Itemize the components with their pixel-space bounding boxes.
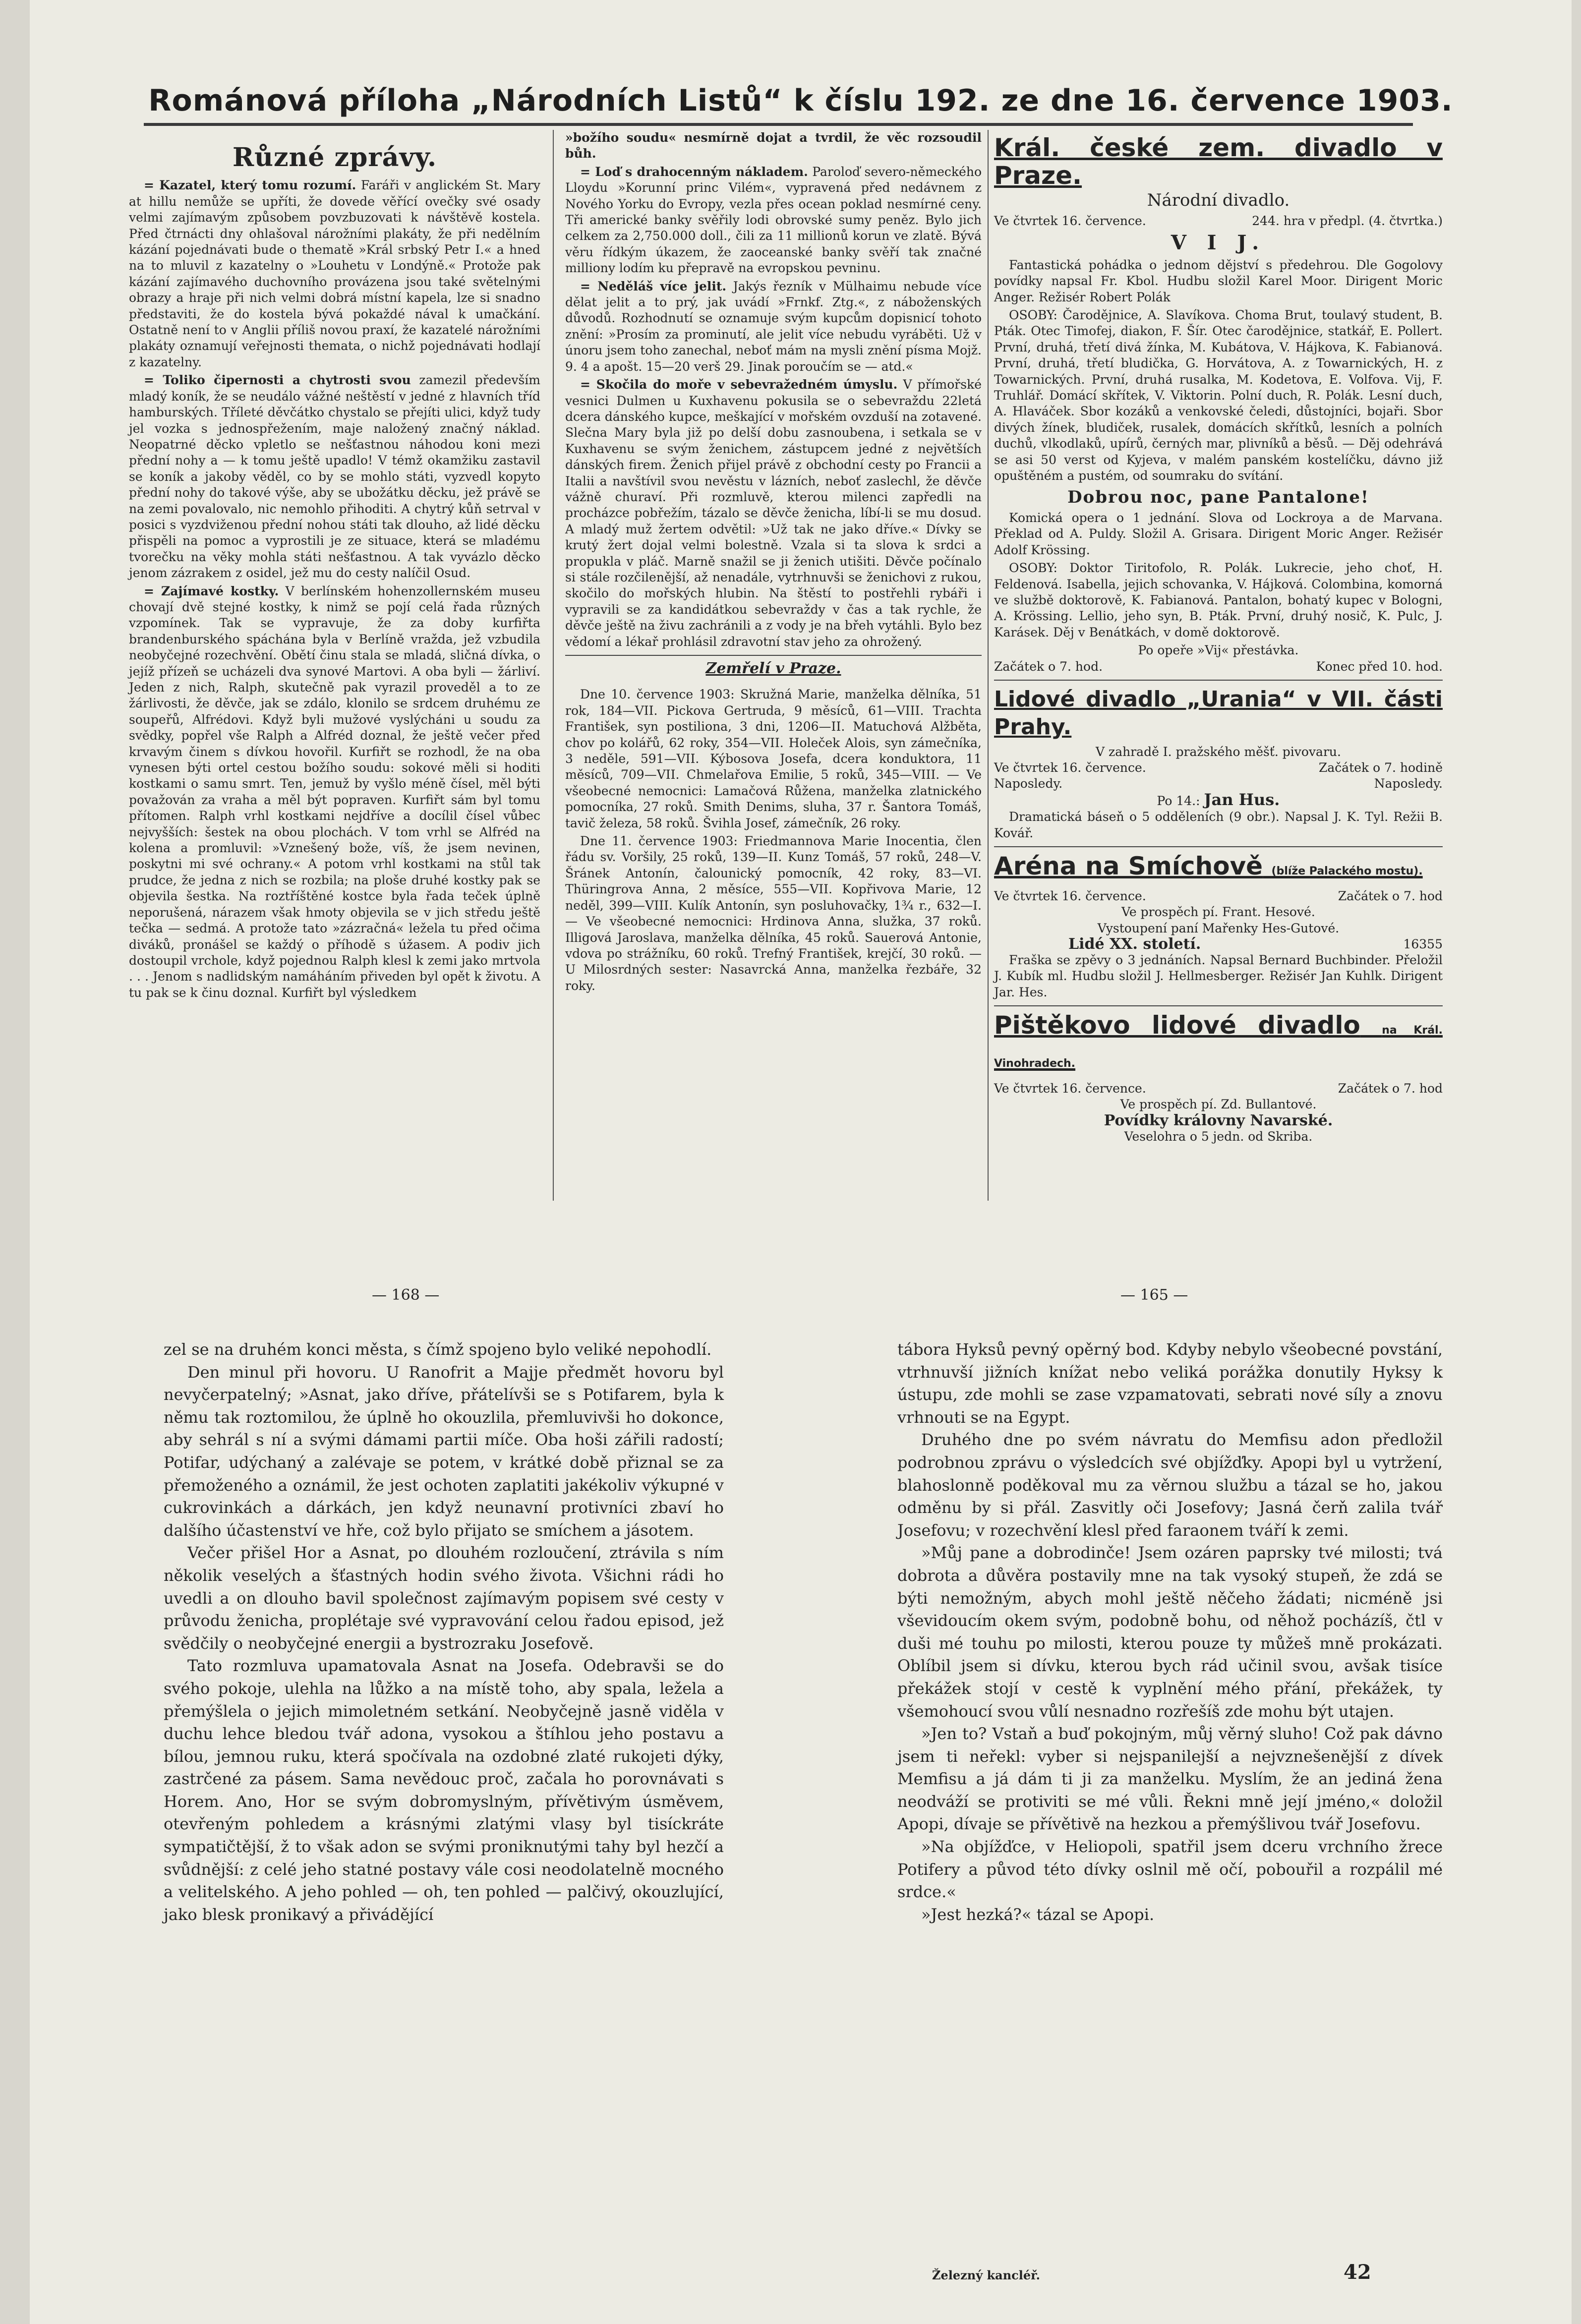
theatre-title-arena: Aréna na Smíchově (blíže Palackého mostu). bbox=[994, 852, 1423, 881]
story-paragraph: Den minul při hovoru. U Ranofrit a Majje předmět hovoru byl nevyčerpatelný; »Asnat, jako dříve, přátelívši se s Potifarem, byla k němu tak roztomilou, že úplně ho okouzlila, přemluvivši ho dokonce, aby sehrál s ní a svými dámami partii míče. Oba hoši zářili radostí; Potifar, udýchaný a zalévaje se potem, v krátké době přiznal se za přemoženého a oznámil, že jest ochoten zaplatiti jakékoliv výkupné v cukrovinkách a dárkách, jen když neunavní protivníci zbaví ho dalšího účastenství ve hře, což bylo přijato se smíchem a jásotem. bbox=[164, 1362, 724, 1540]
play-description: Fantastická pohádka o jednom dějství s předehrou. Dle Gogolovy povídky napsal Fr. Kbol. Hudbu složil Karel Moor. Dirigent Moric Anger. Režisér Robert Polák bbox=[994, 257, 1443, 304]
theatre-column bbox=[994, 130, 1443, 1211]
play-description: Fraška se zpěvy o 3 jednáních. Napsal Bernard Buchbinder. Přeložil J. Kubík ml. Hudbu složil J. Hellmesberger. Režisér Jan Kuhlk. Dirigent Jar. Hes. bbox=[994, 953, 1443, 999]
theatre-date-row: Ve čtvrtek 16. července. Začátek o 7. hod bbox=[994, 1081, 1443, 1096]
play-description: Dramatická báseň o 5 odděleních (9 obr.). Napsal J. K. Tyl. Režii B. Kovář. bbox=[994, 810, 1443, 840]
play-description: Veselohra o 5 jedn. od Skriba. bbox=[1124, 1129, 1313, 1144]
benefit-line: Ve prospěch pí. Zd. Bullantové. bbox=[1120, 1097, 1317, 1112]
play-title-2: Dobrou noc, pane Pantalone! bbox=[1067, 487, 1369, 507]
theatre-title-pistek: Pištěkovo lidové divadlo na Král. Vinohradech. bbox=[994, 1011, 1443, 1070]
publisher-footer: Železný kancléř. bbox=[932, 2268, 1040, 2282]
page-number-left: — 168 — bbox=[372, 1286, 440, 1304]
newspaper-page bbox=[30, 0, 1572, 2324]
deaths-title: Zemřelí v Praze. bbox=[705, 660, 841, 677]
story-paragraph: »Na objížďce, v Heliopoli, spatřil jsem dceru vrchního žrece Potifery a původ této dívky oslnil mě očí, pobouřil a rozpálil mé srdce.« bbox=[897, 1837, 1443, 1902]
top-rule bbox=[144, 123, 1413, 126]
divider bbox=[994, 1005, 1443, 1006]
story-paragraph: Tato rozmluva upamatovala Asnat na Josefa. Odebravši se do svého pokoje, ulehla na lůžko a na místě toho, aby spala, ležela a přemýšlela o jejich mimoletném setkání. Neobyčejně jasně viděla v duchu lehce bledou tvář adona, vysokou a štíhlou jeho postavu a bílou, jemnou ruku, která spočívala na ozdobné zlaté rukojeti dýky, zastrčené za pásem. Sama nevědouc proč, začala ho porovnávati s Horem. Ano, Hor se svým dobromyslným, přívětivým úsměvem, otevřeným pohledem a krásnými zlatými vlasy byl tisíckráte sympatičtější, ž to však adon se svými proniknutými tahy byl hezčí a svůdnější: z celé jeho statné postavy vále cosi neodolatelně mocného a velitelského. A jeho pohled — oh, ten pohled — palčivý, okouzlující, jako blesk pronikavý a přivádějící bbox=[164, 1656, 724, 1924]
divider bbox=[994, 680, 1443, 681]
theatre-date-row: Ve čtvrtek 16. července. 244. hra v předpl. (4. čtvrtka.) bbox=[994, 214, 1443, 229]
theatre-date-row: Ve čtvrtek 16. července. Začátek o 7. hodině bbox=[994, 760, 1443, 775]
intermission: Po opeře »Vij« přestávka. bbox=[1138, 643, 1299, 658]
guest-line: Vystoupení paní Mařenky Hes-Gutové. bbox=[1097, 921, 1340, 935]
news-intro: »božího soudu« nesmírně dojat a tvrdil, že věc rozsoudil bůh. bbox=[565, 130, 982, 161]
play-title-row: Lidé XX. století. 16355 bbox=[1068, 935, 1443, 953]
news-title: Různé zprávy. bbox=[232, 142, 437, 173]
masthead: Románová příloha „Národních Listů“ k číslu 192. ze dne 16. července 1903. bbox=[148, 83, 1453, 118]
story-paragraph: zel se na druhém konci města, s čímž spojeno bylo veliké nepohodlí. bbox=[164, 1340, 712, 1359]
deaths-paragraph: Dne 11. července 1903: Friedmannova Marie Inocentia, člen řádu sv. Voršily, 25 roků, 139—II. Kunz Tomáš, 57 roků, 248—V. Šránek Antonín, čalounický pomocník, 42 roky, 83—VI. Thüringrova Anna, 2 měsíce, 555—VII. Kopřivova Marie, 12 neděl, 399—VIII. Kulík Antonín, syn posluhovačky, 1¾ r., 632—I. — Ve všeobecné nemocnici: Hrdinova Anna, služka, 37 roků. Illigová Jaroslava, manželka dělníka, 45 roků. Sauerová Antonie, vdova po strážníku, 60 roků. Trefný František, krejčí, 30 roků. — U Milosrdných sester: Nasavrcká Anna, manželka řezbáře, 32 roky. bbox=[565, 834, 982, 993]
news-item: = Toliko čipernosti a chytrosti svou zamezil především mladý koník, že se neudálo vážné neštěstí v jedné z hlavních tříd hamburských. Tříleté děvčátko chystalo se přejíti ulici, když tudy jel vozka s jednospřežením, maje naložený značný náklad. Neopatrné děcko vpletlo se nešťastnou náhodou koni mezi přední nohy a — k tomu ještě upadlo! V témž okamžiku zastavil se koník a jakoby věděl, co by se mohlo státi, vyzvedl kopyto přední nohy do takové výše, aby se ubožátku děcku, jež právě se na zemi povalovalo, nic nemohlo přihoditi. A chytrý kůň setrval v posici s vyzdviženou přední nohou státi tak dlouho, až lidé děcku přispěli na pomoc a vyprostili je ze situace, která se mladému tvorečku na věky mohla státi nešťastnou. A tak vyvázlo děcko jenom zázrakem z osidel, jež mu do cesty nalíčil Osud. bbox=[129, 373, 541, 581]
play-title-hus: Po 14.: Jan Hus. bbox=[1157, 790, 1280, 809]
story-paragraph: »Jen to? Vstaň a buď pokojným, můj věrný sluho! Což pak dávno jsem ti neřekl: vyber si nejspanilejší a nejvznešenější z dívek Memfisu a já dám ti ji za manželku. Myslím, že an jediná žena neodváží se protiviti se mé vůli. Řekni mně její jméno,« doložil Apopi, dívaje se přívětivě na hezkou a přemýšlivou tvář Josefovu. bbox=[897, 1724, 1443, 1834]
news-item: = Skočila do moře v sebevražedném úmyslu. V přímořské vesnici Dulmen u Kuxhavenu pokusila se o sebevraždu 22letá dcera dánského kupce, meškající v mořském ovzduší na zotavené. Slečna Mary byla již po delší dobu zasnoubena, i setkala se v Kuxhavenu se svým ženichem, zástupcem jedné z největších dánských firem. Ženich přijel právě z obchodní cesty po Francii a Italii a navštívil svou nevěstu v lázních, neboť zaslechl, že děvče vážně churaví. Při rozmluvě, kterou milenci zapředli na procházce pobřežím, tázalo se děvče ženicha, líbí-li se mu dosud. A mladý muž žertem odvětil: »Už tak ne jako dříve.« Dívky se krutý žert dojal velmi bolestně. Vzala si ta slova k srdci a propukla v pláč. Marně snažil se ji ženich utišiti. Děvče počínalo si stále rozčilenější, až nenadále, vytrhnuvši se ženichovi z rukou, skočilo do mořských hlubin. Na štěstí to postřehli rybáři i vypravili se za kandidátkou sebevraždy v čas a tak rychle, že děvče ještě na živu zachránili a z vody je na břeh vytáhli. Bylo bez vědomí a lékař prohlásil zdravotní stav jeho za ohrožený. bbox=[565, 377, 982, 649]
theatre-title: Král. české zem. divadlo v Praze. bbox=[994, 133, 1443, 190]
story-paragraph: Druhého dne po svém návratu do Memfisu adon předložil podrobnou zprávu o výsledcích své objížďky. Apopi byl u vytržení, blahoslonně poděkoval mu za věrnou službu a tázal se ho, jakou odměnu by si přál. Zasvitly oči Josefovy; Jasná čerň zalila tvář Josefovu; v rozechvění klesl před faraonem tváří k zemi. bbox=[897, 1430, 1443, 1540]
play-title: Povídky královny Navarské. bbox=[1104, 1111, 1333, 1129]
story-paragraph: »Můj pane a dobrodinče! Jsem ozáren paprsky tvé milosti; tvá dobrota a důvěra postavily mne na tak vysoký stupeň, že zdá se býti nemožným, abych mohl ještě něčeho žádati; nicméně jsi vševidoucím okem svým, podobně bohu, od něhož pocházíš, čtl v duši mé touhu po milosti, kterou pouze ty můžeš mně prokázati. Oblíbil jsem si dívku, kterou bych rád učinil svou, avšak tisíce překážek stojí v cestě k vyplnění mého přání, překážek, ty všemohoucí svou vůlí nesnadno rozřešíš zde mohu být utajen. bbox=[897, 1543, 1443, 1721]
story-paragraph: Večer přišel Hor a Asnat, po dlouhém rozloučení, ztrávila s ním několik veselých a šťastných hodin svého života. Všichni rádi ho uvedli a on dlouho bavil společnost zajímavým popisem své cesty v průvodu ženicha, proplétaje své vypravování celou řadou episod, jež svědčily o neobyčejné energii a bystrozraku Josefově. bbox=[164, 1543, 724, 1653]
page-number-right: — 165 — bbox=[1120, 1286, 1188, 1304]
play-title: V I J. bbox=[1171, 231, 1266, 255]
sheet-number: 42 bbox=[1344, 2261, 1371, 2284]
play-description-2: Komická opera o 1 jednání. Slova od Lockroya a de Marvana. Překlad od A. Puldy. Složil A. Grisara. Dirigent Moric Anger. Režisér Adolf Krössing. bbox=[994, 510, 1443, 557]
column-rule bbox=[553, 130, 554, 1201]
last-row: Naposledy. Naposledy. bbox=[994, 776, 1443, 791]
divider bbox=[565, 655, 982, 656]
story-paragraph: tábora Hyksů pevný opěrný bod. Kdyby nebylo všeobecné povstání, vtrhnuvší jižních knížat nebo veliká porážka donutily Hyksy k ústupu, zde mohli se zase vzpamatovati, sebrati nové síly a znovu vrhnouti se na Egypt. bbox=[897, 1340, 1443, 1427]
story-column-left bbox=[164, 1338, 724, 2261]
theatre-location: V zahradě I. pražského měšť. pivovaru. bbox=[1096, 744, 1341, 759]
column-rule bbox=[988, 130, 989, 1201]
divider bbox=[994, 846, 1443, 847]
news-column bbox=[129, 130, 540, 1211]
play-cast-2: OSOBY: Doktor Tiritofolo, R. Polák. Lukrecie, jeho choť, H. Feldenová. Isabella, jejich schovanka, V. Hájková. Colombina, komorná ve službě doktorově, K. Fabianová. Pantalon, bohatý kupec v Bologni, A. Krössing. Lellio, jeho syn, B. Pták. První, druhý nosič, K. Pulc, J. Karásek. Děj v Benátkách, v domě doktorově. bbox=[994, 561, 1443, 639]
theatre-date-row: Ve čtvrtek 16. července. Začátek o 7. hod bbox=[994, 889, 1443, 904]
theatre-subtitle: Národní divadlo. bbox=[1147, 190, 1290, 210]
news-item: = Zajímavé kostky. V berlínském hohenzollernském museu chovají dvě stejné kostky, k nimž se pojí celá řada různých vzpomínek. Tak se vypravuje, že za doby kurfiřta brandenburského spáchána byla v Berlíně vražda, jež vzbudila neobyčejné rozechvění. Obětí činu stala se mladá, sličná dívka, o jejíž přízeň se ucházeli dva synové Martovi. A oba byli — žárliví. Jeden z nich, Ralph, skutečně pak vyrazil proveděl a to ze žárlivosti, že děvče, jak se zdálo, klonilo se srdcem druhému ze soupeřů, Alfrédovi. Když byli mužové vyslýcháni u soudu za svědky, popřel vše Ralph a Alfréd doznal, že ještě večer před krvavým činem s dívkou hovořil. Kurfiřt se rozhodl, že na oba vynesen býti ortel cestou božího soudu: sokové měli si hoditi kostkami o samu smrt. Ten, jemuž by vyšlo méně čísel, měl býti považován za vraha a měl být popraven. Kurfiřt sám byl tomu přítomen. Ralph vrhl kostkami nejdříve a docílil čísel vůbec nejvyšších: šestek na obou plochách. V tom vrhl se Alfréd na kolena a promluvil: »Vznešený bože, víš, že jsem nevinen, poskytni mi své ochrany.« A potom vrhl kostkami na stůl tak prudce, že jedna z nich se rozbila; na ploše druhé kostky pak se objevila šestka. Na roztříštěné kostce byla řada teček úplně neporušená, nárazem však hmoty objevila se v jich středu ještě tečka — sedmá. A protože tato »zázračná« ležela tu před očima diváků, pronášel se každý o příhodě s úžasem. A podiv jich dostoupil vrchole, když pojednou Ralph klesl k zemi jako mrtvola . . . Jenom s nadlidským namáháním přiveden byl opět k životu. A tu pak se k činu doznal. Kurfiřt byl výsledkem bbox=[129, 583, 540, 1000]
deaths-paragraph: Dne 10. července 1903: Skružná Marie, manželka dělníka, 51 rok, 184—VII. Pickova Gertruda, 9 měsíců, 61—VIII. Trachta František, syn postiliona, 3 dni, 1206—II. Matuchová Alžběta, chov po kolářů, 62 roky, 354—VII. Holeček Alois, syn zámečníka, 3 neděle, 591—VII. Kýbosova Josefa, dcera konduktora, 11 měsíců, 709—VII. Chmelařova Emilie, 5 roků, 345—VIII. — Ve všeobecné nemocnici: Lamačová Růžena, manželka zlatnického pomocníka, 27 roků. Smith Denims, sluha, 37 r. Šantora Tomáš, tavič železa, 58 roků. Švihla Josef, zámečník, 26 roky. bbox=[565, 687, 982, 830]
story-column-right bbox=[897, 1338, 1443, 2261]
theatre-title-urania: Lidové divadlo „Urania“ v VII. části Prahy. bbox=[994, 686, 1443, 740]
start-end-row: Začátek o 7. hod. Konec před 10. hod. bbox=[994, 659, 1443, 674]
play-cast: OSOBY: Čarodějnice, A. Slavíkova. Choma Brut, toulavý student, B. Pták. Otec Timofej, diakon, F. Šír. Otec čarodějnice, statkář, E. Pollert. První, druhá, třetí divá žínka, M. Kubátova, V. Hájkova, K. Fabianová. První, druhá, třetí bludička, G. Horvátova, A. z Towarnických, H. z Towarnických. První, druhá rusalka, M. Kodetova, E. Volfova. Vij, F. Truhlář. Domácí skřítek, V. Viktorin. Polní duch, R. Polák. Lesní duch, A. Hlaváček. Sbor kozáků a venkovské čeledi, důstojníci, bojaři. Sbor divých žínek, bludiček, rusalek, domácích skřítků, lesních a polních duchů, vlkodlaků, upírů, černých mar, plivníků a běsů. — Děj odehrává se asi 50 verst od Kyjeva, v malém panském kostelíčku, dávno již opuštěném a pustém, od soumraku do svítání. bbox=[994, 308, 1443, 483]
news-item: = Loď s drahocenným nákladem. Paroloď severo-německého Lloydu »Korunní princ Vilém«, vypravená před nedávnem z Nového Yorku do Evropy, vezla přes ocean poklad nesmírné ceny. Tři americké banky svěřily lodi obrovské sumy peněz. Bylo jich celkem za 2,750.000 doll., čili za 11 millionů korun ve zlatě. Bývá věru řídkým úkazem, že zaoceanské banky svěří tak značné milliony lodím ku přepravě na evropskou pevninu. bbox=[565, 164, 982, 276]
news-column-2 bbox=[565, 130, 982, 993]
benefit-line: Ve prospěch pí. Frant. Hesové. bbox=[1121, 905, 1315, 920]
story-paragraph: »Jest hezká?« tázal se Apopi. bbox=[921, 1905, 1155, 1924]
news-item: = Kazatel, který tomu rozumí. Faráři v anglickém St. Mary at hillu nemůže se upříti, že dovede věřící ovečky své osady velmi zajímavým způsobem povzbuzovati k návštěvě kostela. Před čtrnácti dny ohlašoval nárožními plakáty, že při nedělním kázání pojednávati bude o thematě »Král srbský Petr I.« a hned na to mluvil z kazatelny o »Louhetu v Londýně.« Protože pak kázání zajímavého duchovního provázena jsou také světelnými obrazy a hraje při nich velmi dobrá místní kapela, lze si snadno představiti, že do kostela bývá pokaždé nával k umačkání. Ostatně není to v Anglii příliš novou praxí, že kazatelé nárožními plakáty oznamují veřejnosti themata, o nichž pojednávati hodlají z kazatelny. bbox=[129, 178, 540, 369]
news-item: = Neděláš více jelit. Jakýs řezník v Mülhaimu nebude více dělat jelit a to prý, jak uvádí »Frnkf. Ztg.«, z náboženských důvodů. Rozhodnutí se oznamuje svým kupcům dopisnicí tohoto znění: »Prosím za prominutí, ale jelit více nebudu vyráběti. Už v únoru jsem toho zanechal, neboť mám na mysli znění písma Mojž. 9. 4 a apošt. 15—20 verš 29. Jinak poroučím se — atd.« bbox=[565, 279, 982, 374]
